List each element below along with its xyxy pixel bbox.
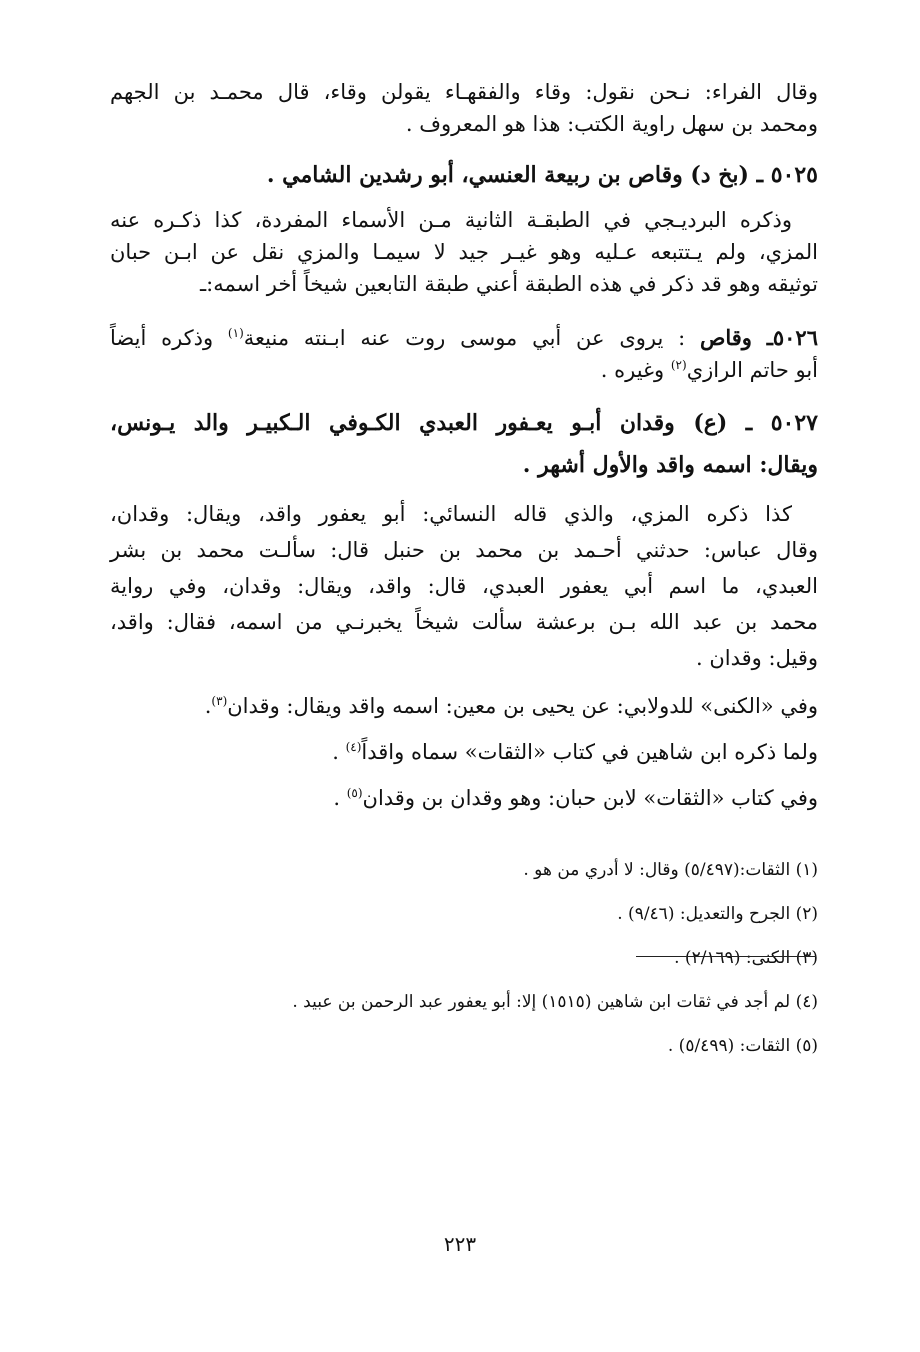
text-line — [110, 354, 818, 386]
entry-text: وغيره . — [600, 358, 671, 382]
text-line: محمد بن عبد الله بـن برعشة سألت شيخاً يخبرنـي من اسمه، فقال: واقد، — [110, 610, 818, 634]
footnote: (١) الثقات:(٥/٤٩٧) وقال: لا أدري من هو . — [523, 860, 818, 880]
footnote: (٢) الجرح والتعديل: (٩/٤٦) . — [617, 904, 818, 924]
footnote: (٥) الثقات: (٥/٤٩٩) . — [667, 1036, 818, 1056]
footnote-ref: (٣) — [211, 694, 228, 708]
paragraph-bardiji — [110, 204, 818, 300]
entry-5026 — [110, 322, 818, 386]
text-line: كذا ذكره المزي، والذي قاله النسائي: أبو يعفور واقد، ويقال: وقدان، — [110, 502, 792, 526]
para-end: . — [333, 786, 347, 810]
para-text: وفي «الكنى» للدولابي: عن يحيى بن معين: اسمه واقد ويقال: وقدان — [227, 694, 818, 718]
footnotes — [110, 860, 818, 1056]
footnote-separator — [636, 956, 816, 957]
text-line: وقال عباس: حدثني أحـمد بن محمد بن حنبل قال: سألـت محمد بن بشر — [110, 538, 818, 562]
footnote-ref: (١) — [227, 326, 244, 340]
paragraph-mizzi — [110, 496, 818, 676]
footnote: (٣) الكنى: (٢/١٦٩) . — [674, 948, 818, 968]
para-text: وفي كتاب «الثقات» لابن حبان: وهو وقدان بن وقدان — [362, 786, 818, 810]
text-line — [110, 322, 818, 354]
text-line: توثيقه وهو قد ذكر في هذه الطبقة أعني طبقة التابعين شيخاً أخر اسمه:ـ — [200, 272, 818, 296]
entry-name-waqqas: وقاص — [699, 325, 752, 350]
entry-text: أبو حاتم الرازي — [686, 358, 818, 382]
entry-number-5026: ٥٠٢٦ـ — [766, 325, 818, 350]
footnote-ref: (٢) — [670, 358, 687, 372]
text-line: وقال الفراء: نـحن نقول: وقاء والفقهـاء يقولن وقاء، قال محمـد بن الجهم — [110, 80, 818, 104]
text-line: وذكره البرديـجي في الطبقـة الثانية مـن الأسماء المفردة، كذا ذكـره عنه — [110, 208, 792, 232]
footnote-ref: (٥) — [346, 786, 363, 800]
para-end: . — [204, 694, 212, 718]
footnote: (٤) لم أجد في ثقات ابن شاهين (١٥١٥) إلا: أبو يعفور عبد الرحمن بن عبيد . — [292, 992, 818, 1012]
para-text: ولما ذكره ابن شاهين في كتاب «الثقات» سماه واقداً — [361, 740, 818, 764]
text-line: ومحمد بن سهل راوية الكتب: هذا هو المعروف . — [405, 112, 818, 136]
text-line: وقيل: وقدان . — [696, 646, 818, 670]
footnote-ref: (٤) — [345, 740, 362, 754]
entry-heading-5027 — [110, 406, 818, 482]
paragraph-ibn-hibban — [110, 782, 818, 814]
paragraph-ibn-shahin — [110, 736, 818, 768]
heading-line: ويقال: اسمه واقد والأول أشهر . — [522, 452, 818, 478]
entry-text: : يروى عن أبي موسى روت عنه ابـنته منيعة — [243, 326, 686, 350]
entry-text: وذكره أيضاً — [110, 326, 228, 350]
page-body — [110, 76, 818, 1056]
page-number: ٢٢٣ — [443, 1232, 477, 1256]
heading-line: ٥٠٢٧ ـ (ع) وقدان أبـو يعـفور العبدي الكـوفي الـكبيـر والد يـونس، — [110, 410, 818, 436]
paragraph-kuna — [110, 690, 818, 722]
entry-heading-5025: ٥٠٢٥ ـ (بخ د) وقاص بن ربيعة العنسي، أبو رشدين الشامي . — [266, 162, 818, 188]
text-line: العبدي، ما اسم أبي يعفور العبدي، قال: واقد، ويقال: وقدان، وفي رواية — [110, 574, 818, 598]
paragraph-alfarra — [110, 76, 818, 140]
text-line: المزي، ولم يـتتبعه عـليه وهو غيـر جيد لا سيمـا والمزي نقل عن ابـن حبان — [110, 240, 818, 264]
para-end: . — [332, 740, 346, 764]
